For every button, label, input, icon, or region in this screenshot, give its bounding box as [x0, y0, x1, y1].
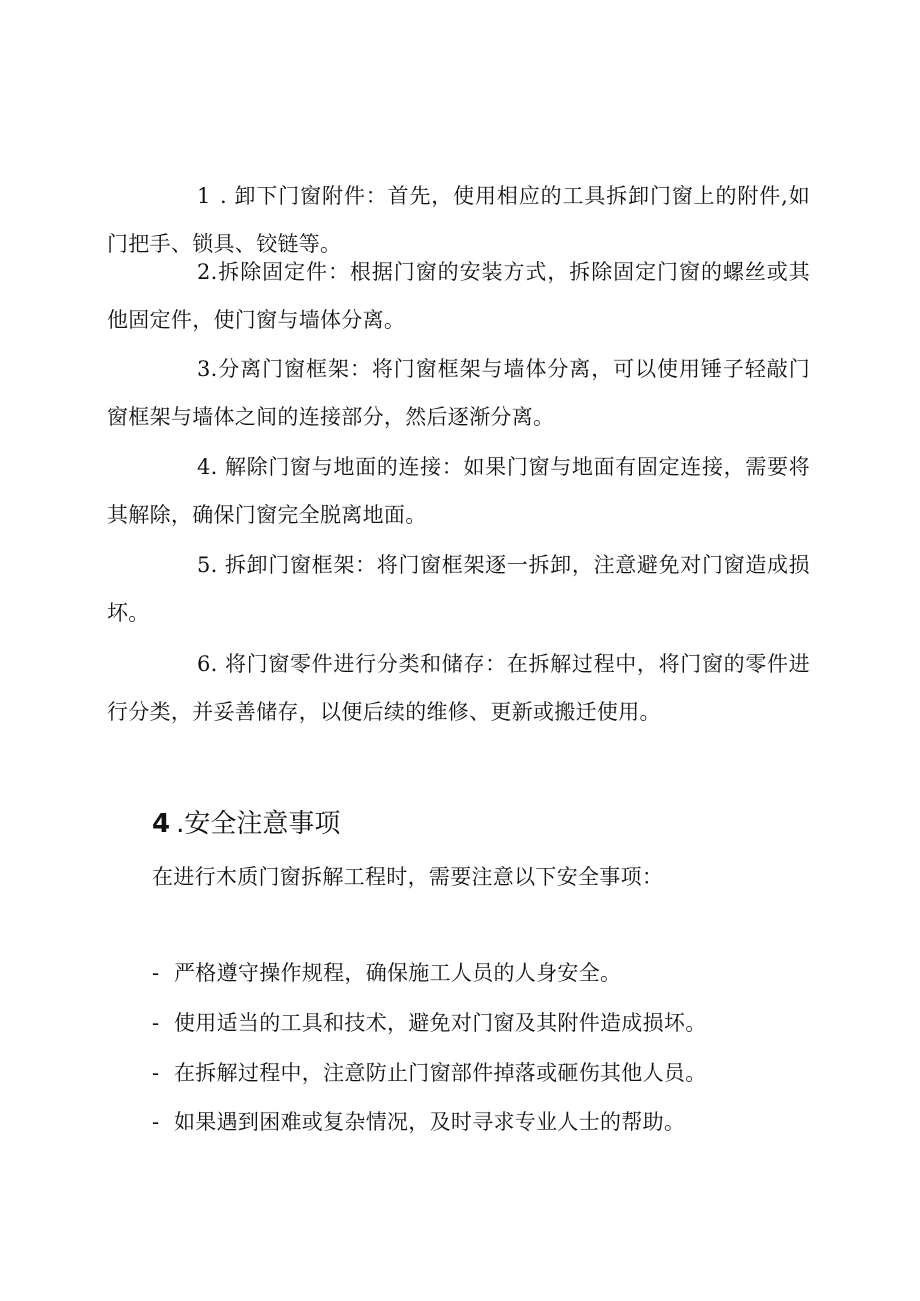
step-number: 6 [197, 652, 211, 676]
step-text: . 拆卸门窗框架：将门窗框架逐一拆卸，注意避免对门窗造成损坏。 [107, 553, 810, 625]
section-heading [152, 800, 340, 848]
step-5-paragraph [107, 541, 810, 637]
step-number: 2 [197, 260, 211, 284]
bullet-text: 严格遵守操作规程，确保施工人员的人身安全。 [174, 961, 622, 985]
section-intro: 在进行木质门窗拆解工程时，需要注意以下安全事项： [152, 865, 664, 889]
bullet-item [152, 949, 621, 997]
step-3-paragraph [107, 345, 810, 441]
bullet-dash: - [152, 1011, 160, 1035]
bullet-text: 使用适当的工具和技术，避免对门窗及其附件造成损坏。 [174, 1011, 707, 1035]
bullet-text: 在拆解过程中，注意防止门窗部件掉落或砸伤其他人员。 [174, 1061, 707, 1085]
bullet-item [152, 999, 707, 1047]
step-text: .拆除固定件：根据门窗的安装方式，拆除固定门窗的螺丝或其他固定件，使门窗与墙体分离。 [107, 260, 810, 332]
section-number: 4 [152, 809, 171, 839]
bullet-item [152, 1049, 707, 1097]
step-4-paragraph [107, 443, 810, 539]
step-text: . 将门窗零件进行分类和储存：在拆解过程中，将门窗的零件进行分类，并妥善储存，以便后续的维修、更新或搬迁使用。 [107, 652, 810, 724]
step-number: 4 [197, 455, 211, 479]
bullet-dash: - [152, 961, 160, 985]
step-text: .分离门窗框架：将门窗框架与墙体分离，可以使用锤子轻敲门窗框架与墙体之间的连接部分，然后逐渐分离。 [107, 357, 810, 429]
step-6-paragraph [107, 640, 810, 736]
step-text: . 卸下门窗附件：首先，使用相应的工具拆卸门窗上的附件,如门把手、锁具、铰链等。 [107, 184, 810, 256]
bullet-text: 如果遇到困难或复杂情况，及时寻求专业人士的帮助。 [174, 1110, 686, 1134]
step-2-paragraph [107, 248, 810, 344]
step-text: . 解除门窗与地面的连接：如果门窗与地面有固定连接，需要将其解除，确保门窗完全脱离地面。 [107, 455, 810, 527]
step-number: 1 [197, 184, 211, 208]
section-title: .安全注意事项 [176, 809, 341, 839]
step-number: 5 [197, 553, 211, 577]
bullet-dash: - [152, 1061, 160, 1085]
bullet-dash: - [152, 1110, 160, 1134]
step-number: 3 [197, 357, 211, 381]
bullet-item [152, 1098, 685, 1146]
